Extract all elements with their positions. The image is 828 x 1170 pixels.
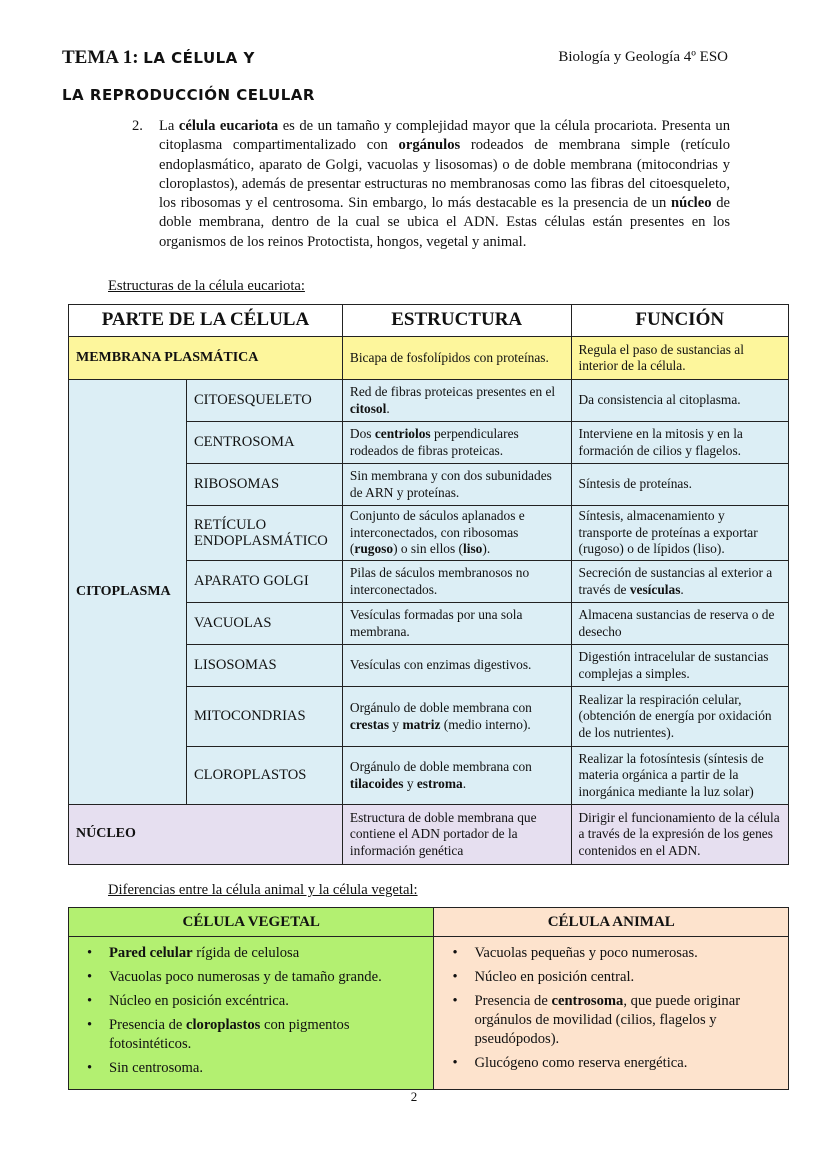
text-run: rígida de celulosa <box>192 945 300 961</box>
differences-table <box>68 907 789 1090</box>
list-item <box>79 968 425 987</box>
list-item <box>79 1016 425 1054</box>
text-run: Almacena sustancias de reserva o de desecho <box>578 607 775 639</box>
bold-text: centriolos <box>374 426 431 441</box>
organelle-function <box>571 506 789 561</box>
organelle-name: RETÍCULO ENDOPLASMÁTICO <box>186 506 342 561</box>
organelle-name: RIBOSOMAS <box>186 464 342 506</box>
organelle-structure <box>342 561 571 603</box>
organelle-name: MITOCONDRIAS <box>186 687 342 747</box>
row-membrana <box>69 337 789 380</box>
table-header-row <box>69 305 789 337</box>
text-run: Orgánulo de doble membrana con <box>349 759 532 774</box>
text-run: y <box>389 716 403 732</box>
text-run: Sin membrana y con dos subunidades de ARN y proteínas. <box>349 468 552 500</box>
list-item <box>444 992 780 1049</box>
text-run: Conjunto de sáculos aplanados e interconectados, con ribosomas ( <box>349 508 525 557</box>
text-run: ) o sin ellos ( <box>393 541 463 557</box>
text-run: Interviene en la mitosis y en la formación de cilios y flagelos. <box>578 426 743 458</box>
bold-text: rugoso <box>354 541 394 557</box>
organelle-structure <box>342 687 571 747</box>
list-item <box>79 1059 425 1078</box>
organelle-structure <box>342 603 571 645</box>
list-item <box>444 1054 780 1073</box>
text-run: con pigmentos fotosintéticos. <box>109 1017 350 1052</box>
bold-text: matriz <box>402 716 441 732</box>
intro-run: es de un tamaño y complejidad mayor que la célula procariota. Presenta un citoplasma compartimentalizado con <box>159 118 731 154</box>
list-item <box>79 992 425 1011</box>
intro-text <box>159 117 730 252</box>
intro-run: de doble membrana, dentro de la cual se ubica el ADN. Estas células están presentes en los organismos de los reinos Protoctista, hongos, vegetal y animal. <box>159 195 730 250</box>
organelle-structure <box>342 747 571 805</box>
text-run: Orgánulo de doble membrana con <box>349 700 532 715</box>
text-run: perpendiculares rodeados de fibras proteicas. <box>349 426 519 458</box>
text-run: . <box>680 581 684 597</box>
tema-prefix: TEMA 1 <box>62 47 133 68</box>
organelle-structure <box>342 380 571 422</box>
text-run: (medio interno). <box>440 716 531 732</box>
header-structure: ESTRUCTURA <box>342 305 571 337</box>
list-item <box>444 944 780 963</box>
text-run: , que puede originar orgánulos de movilidad (cilios, flagelos y pseudópodos). <box>474 993 741 1047</box>
part-nucleo: NÚCLEO <box>69 805 343 865</box>
table-caption-structures: Estructuras de la célula eucariota: <box>108 278 305 294</box>
text-run: Secreción de sustancias al exterior a través de <box>578 565 773 597</box>
bold-text: Pared celular <box>109 945 193 961</box>
organelle-name: CENTROSOMA <box>186 422 342 464</box>
text-run: Vacuolas poco numerosas y de tamaño grande. <box>109 969 382 985</box>
bold-text: cloroplastos <box>186 1017 261 1033</box>
tema-colon: : <box>132 47 139 68</box>
organelle-function <box>571 561 789 603</box>
text-run: Realizar la fotosíntesis (síntesis de materia orgánica a partir de la inorgánica mediante la luz solar) <box>578 750 764 799</box>
text-run: Núcleo en posición excéntrica. <box>109 993 289 1009</box>
bold-text: tilacoides <box>349 775 404 791</box>
animal-list <box>444 944 780 1073</box>
header-part: PARTE DE LA CÉLULA <box>69 305 343 337</box>
organelle-name: LISOSOMAS <box>186 645 342 687</box>
text-run: Pilas de sáculos membranosos no interconectados. <box>349 565 530 597</box>
row-nucleo <box>69 805 789 865</box>
text-run: Vesículas formadas por una sola membrana. <box>349 607 523 639</box>
intro-run: La <box>159 118 179 134</box>
text-run: Síntesis, almacenamiento y transporte de proteínas a exportar (rugoso) o de lípidos (liso). <box>578 508 758 557</box>
text-run: Dos <box>349 426 375 441</box>
organelle-structure <box>342 645 571 687</box>
organelle-structure <box>342 506 571 561</box>
organelle-function <box>571 380 789 422</box>
organelle-function <box>571 603 789 645</box>
intro-paragraph <box>132 117 730 252</box>
organelle-function <box>571 422 789 464</box>
text-run: . <box>386 400 390 416</box>
intro-bold: núcleo <box>670 195 712 212</box>
intro-bold: célula eucariota <box>178 118 279 134</box>
text-run: Digestión intracelular de sustancias complejas a simples. <box>578 649 769 681</box>
bold-text: liso <box>463 541 483 557</box>
organelle-function <box>571 747 789 805</box>
part-citoplasma: CITOPLASMA <box>69 380 187 805</box>
text-run: Núcleo en posición central. <box>474 969 635 985</box>
structures-table <box>68 304 789 865</box>
structure-nucleo: Estructura de doble membrana que contiene el ADN portador de la información genética <box>342 805 571 865</box>
part-membrana: MEMBRANA PLASMÁTICA <box>69 337 343 380</box>
table-row <box>69 380 789 422</box>
function-nucleo: Dirigir el funcionamiento de la célula a través de la expresión de los genes contenidos en el ADN. <box>571 805 789 865</box>
text-run: Vesículas con enzimas digestivos. <box>349 657 532 673</box>
vegetal-cell <box>69 937 434 1090</box>
text-run: Presencia de <box>109 1017 186 1033</box>
header-function: FUNCIÓN <box>571 305 789 337</box>
intro-run: rodeados de membrana simple (retículo endoplasmático, aparato de Golgi, vacuolas y lisosomas) o de doble membrana (mitocondrias y cloroplastos), además de presentar estructuras no membranosas como las fibras del citoesqueleto, los ribosomas y el centrosoma. Sin embargo, lo más destacable es la presencia de un <box>159 137 731 212</box>
text-run: Sin centrosoma. <box>109 1060 204 1076</box>
differences-body-row <box>69 937 789 1090</box>
list-number: 2. <box>132 118 143 134</box>
text-run: y <box>403 775 417 791</box>
text-run: Red de fibras proteicas presentes en el <box>349 384 556 399</box>
intro-bold: orgánulos <box>398 137 461 154</box>
organelle-name: APARATO GOLGI <box>186 561 342 603</box>
list-item <box>444 968 780 987</box>
function-membrana: Regula el paso de sustancias al interior de la célula. <box>571 337 789 380</box>
subject-label: Biología y Geología 4º ESO <box>558 49 728 65</box>
organelle-structure <box>342 422 571 464</box>
text-run: . <box>462 775 467 791</box>
text-run: Vacuolas pequeñas y poco numerosas. <box>474 945 698 961</box>
title-line-1: LA CÉLULA Y <box>143 49 255 67</box>
organelle-function <box>571 645 789 687</box>
text-run: Presencia de <box>474 993 552 1009</box>
organelle-structure <box>342 464 571 506</box>
organelle-function <box>571 464 789 506</box>
page-number: 2 <box>410 1089 418 1104</box>
bold-text: crestas <box>349 716 390 732</box>
organelle-name: CITOESQUELETO <box>186 380 342 422</box>
text-run: Glucógeno como reserva energética. <box>474 1055 688 1071</box>
title-line-2: LA REPRODUCCIÓN CELULAR <box>62 86 315 104</box>
organelle-name: VACUOLAS <box>186 603 342 645</box>
text-run: Síntesis de proteínas. <box>578 476 692 492</box>
bold-text: citosol <box>349 400 387 416</box>
text-run: ). <box>482 541 491 557</box>
header-animal: CÉLULA ANIMAL <box>434 908 789 937</box>
animal-cell <box>434 937 789 1090</box>
document-title <box>62 47 255 69</box>
text-run: Realizar la respiración celular, (obtención de energía por oxidación de los nutrientes). <box>578 691 772 740</box>
text-run: Da consistencia al citoplasma. <box>578 392 741 408</box>
bold-text: vesículas <box>629 581 681 597</box>
differences-header-row <box>69 908 789 937</box>
vegetal-list <box>79 944 425 1078</box>
list-item <box>79 944 425 963</box>
structure-membrana: Bicapa de fosfolípidos con proteínas. <box>342 337 571 380</box>
bold-text: centrosoma <box>551 993 624 1009</box>
bold-text: estroma <box>416 775 463 791</box>
table-caption-differences: Diferencias entre la célula animal y la célula vegetal: <box>108 882 418 898</box>
header-vegetal: CÉLULA VEGETAL <box>69 908 434 937</box>
organelle-function <box>571 687 789 747</box>
organelle-name: CLOROPLASTOS <box>186 747 342 805</box>
